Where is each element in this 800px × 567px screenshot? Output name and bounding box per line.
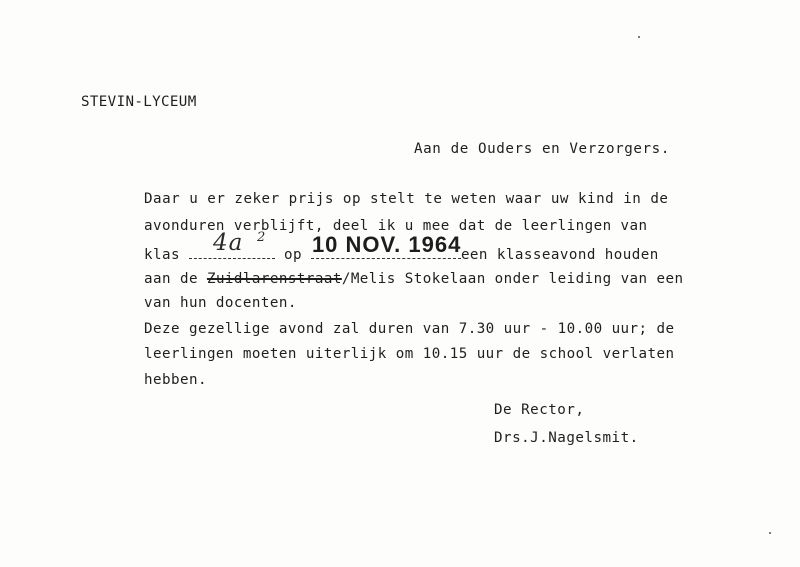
body-line-2: avonduren verblijft, deel ik u mee dat de leerlingen van	[144, 218, 648, 234]
body-line-5: van hun docenten.	[144, 295, 297, 311]
class-blank	[189, 230, 275, 259]
line3-suffix: een klasseavond houden	[460, 247, 659, 263]
line4-suffix: /Melis Stokelaan onder leiding van een	[341, 271, 684, 287]
body-line-7: leerlingen moeten uiterlijk om 10.15 uur de school verlaten	[144, 346, 675, 362]
line4-prefix: aan de	[144, 271, 207, 287]
class-prefix: klas	[144, 247, 189, 263]
body-line-6: Deze gezellige avond zal duren van 7.30 uur - 10.00 uur; de	[144, 321, 675, 337]
date-stamp: 10 NOV. 1964	[311, 232, 462, 257]
struck-street-name: Zuidlarenstraat	[206, 271, 342, 287]
date-prefix: op	[274, 247, 311, 263]
body-line-1: Daar u er zeker prijs op stelt te weten waar uw kind in de	[144, 191, 669, 207]
date-blank	[311, 232, 462, 259]
paper-speck	[638, 36, 640, 38]
handwritten-class-superscript: 2	[256, 230, 266, 245]
body-line-4	[144, 272, 684, 286]
addressee: Aan de Ouders en Verzorgers.	[414, 141, 670, 157]
signoff-name: Drs.J.Nagelsmit.	[494, 430, 639, 446]
school-name: STEVIN-LYCEUM	[81, 94, 197, 110]
paper-speck	[769, 532, 771, 534]
body-line-3	[144, 230, 659, 263]
signoff-title: De Rector,	[494, 402, 585, 418]
handwritten-class: 4a	[212, 230, 244, 256]
body-line-8: hebben.	[144, 372, 207, 388]
